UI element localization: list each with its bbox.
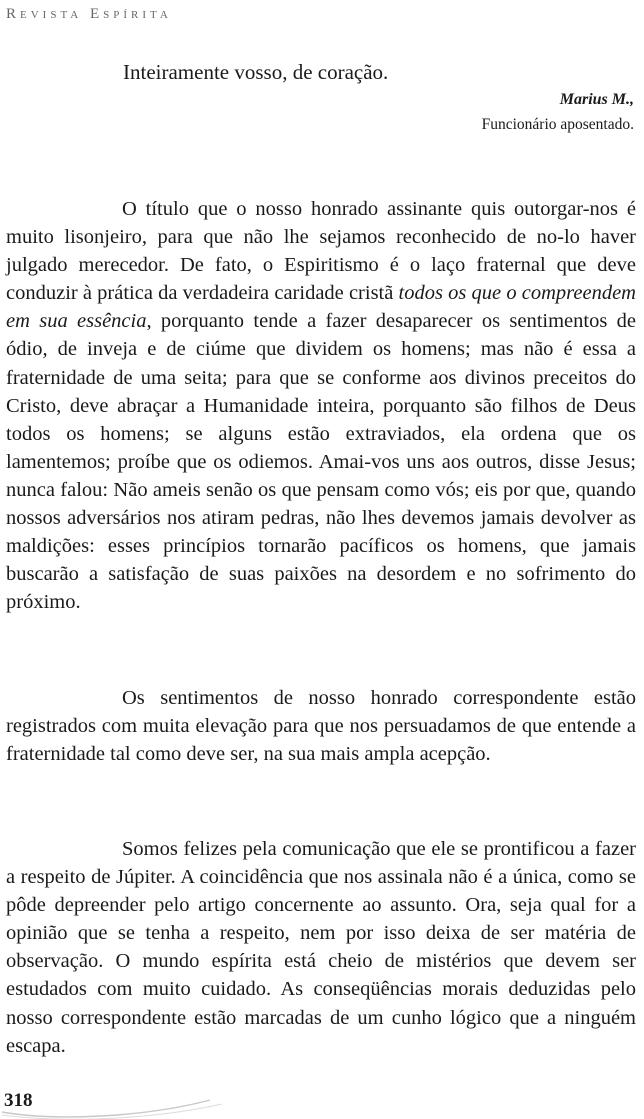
signature-role: Funcionário aposentado. [481,116,634,133]
page-number: 318 [4,1090,33,1111]
letter-closing: Inteiramente vosso, de coração. [123,60,389,84]
running-header: Revista Espírita [6,6,172,22]
paragraph-2: Os sentimentos de nosso honrado correspondente estão registrados com muita elevação para que nos persuadamos de que entende a fraternidade tal como deve ser, na sua mais ampla acepção. [6,687,636,766]
paragraph-1-emphasis: todos os que o compreendem em sua essência [6,282,636,333]
paragraph-3: Somos felizes pela comunicação que ele se prontificou a fazer a respeito de Júpiter. A coincidência que nos assinala não é a única, como se pôde depreender pelo artigo concernente ao assunto. Ora, seja qual for a opinião que se tenha a respeito, nem por isso deixa de ser matéria de observação. O mundo espírita está cheio de mistérios que devem ser estudados com muito cuidado. As conseqüências morais deduzidas pelo nosso correspondente estão marcadas de um cunho lógico que a ninguém escapa. [6,838,636,1057]
paragraph-1 [6,195,636,616]
signature-name: Marius M., [559,91,634,108]
paragraph-1-text-b: , porquanto tende a fazer desaparecer os sentimentos de ódio, de inveja e de ciúme que dividem os homens; mas não é essa a fraternidade de uma seita; para que se conforme aos divinos preceitos do Cristo, deve abraçar a Humanidade inteira, porquanto são filhos de Deus todos os homens; se alguns estão extraviados, ela ordena que os lamentemos; proíbe que os odiemos. Amai-vos uns aos outros, disse Jesus; nunca falou: Não ameis senão os que pensam como vós; eis por que, quando nossos adversários nos atiram pedras, não lhes devemos jamais devolver as maldições: esses princípios tornarão pacíficos os homens, que jamais buscarão a satisfação de suas paixões na desordem e no sofrimento do próximo. [6,310,636,614]
page-swoosh-decoration [0,1082,230,1119]
paragraph-1-text-a: O título que o nosso honrado assinante quis outorgar-nos é muito lisonjeiro, para que não lhe sejamos reconhecido de no-lo haver julgado merecedor. De fato, o Espiritismo é o laço fraternal que deve conduzir à prática da verdadeira caridade cristã [6,198,636,305]
